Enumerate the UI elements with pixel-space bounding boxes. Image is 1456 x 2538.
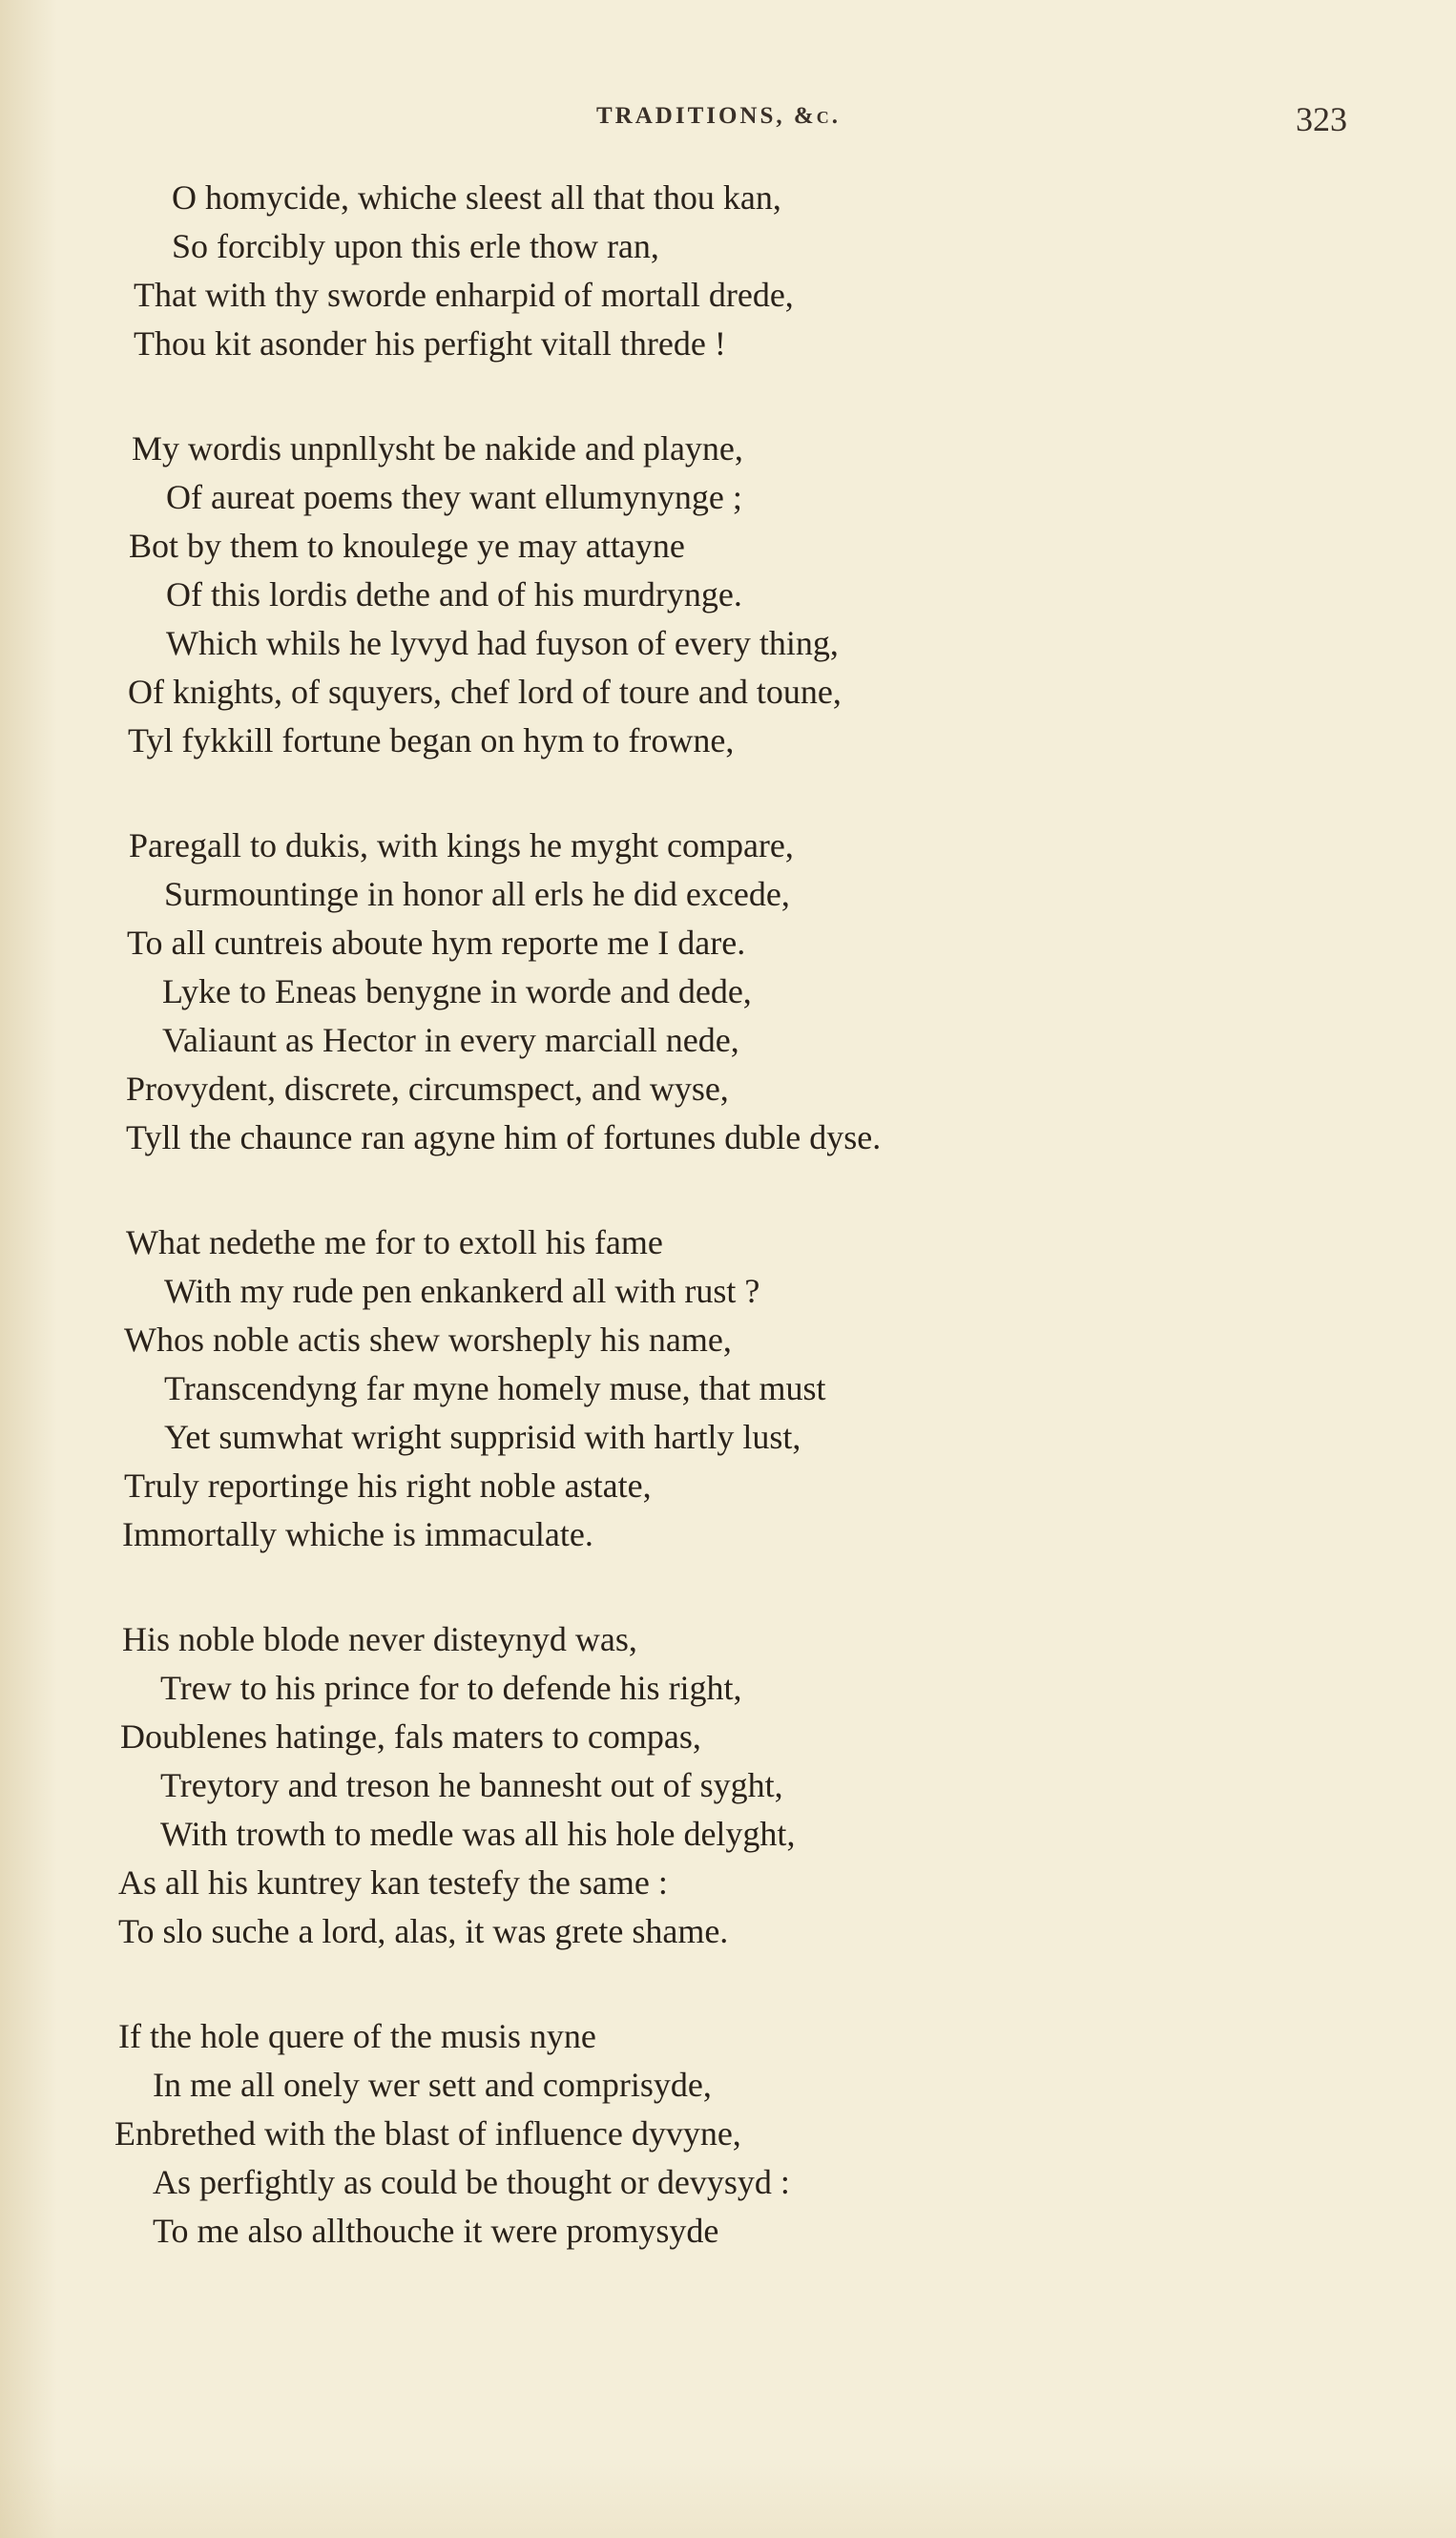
verse-line: Enbrethed with the blast of influence dyvyne,	[114, 2114, 741, 2153]
verse-line: To slo suche a lord, alas, it was grete shame.	[118, 1912, 729, 1950]
verse-line: As all his kuntrey kan testefy the same :	[118, 1863, 668, 1902]
verse-line: Which whils he lyvyd had fuyson of every thing,	[166, 624, 839, 662]
verse-line: In me all onely wer sett and comprisyde,	[153, 2066, 712, 2104]
verse-line: His noble blode never disteynyd was,	[122, 1620, 637, 1658]
verse-line: To me also allthouche it were promysyde	[153, 2212, 719, 2250]
verse-line: Of aureat poems they want ellumynynge ;	[166, 478, 742, 516]
verse-line: As perfightly as could be thought or devysyd :	[153, 2163, 790, 2201]
verse-line: Whos noble actis shew worsheply his name,	[124, 1321, 732, 1359]
verse-line: With my rude pen enkankerd all with rust ?	[164, 1272, 760, 1310]
verse-line: So forcibly upon this erle thow ran,	[172, 227, 659, 265]
running-head	[0, 99, 1456, 137]
verse-line: Lyke to Eneas benygne in worde and dede,	[162, 972, 752, 1010]
verse-line: Provydent, discrete, circumspect, and wyse,	[126, 1070, 729, 1108]
verse-line: If the hole quere of the musis nyne	[118, 2017, 596, 2055]
verse-line: Doublenes hatinge, fals maters to compas,	[120, 1717, 701, 1756]
verse-line: Immortally whiche is immaculate.	[122, 1515, 593, 1553]
verse-line: Bot by them to knoulege ye may attayne	[129, 527, 685, 565]
verse-line: O homycide, whiche sleest all that thou kan,	[172, 178, 781, 217]
verse-line: To all cuntreis aboute hym reporte me I dare.	[127, 924, 746, 962]
verse-line: Truly reportinge his right noble astate,	[124, 1467, 652, 1505]
verse-line: What nedethe me for to extoll his fame	[126, 1223, 663, 1261]
verse-line: Tyll the chaunce ran agyne him of fortunes duble dyse.	[126, 1118, 882, 1156]
verse-line: Yet sumwhat wright supprisid with hartly lust,	[164, 1418, 801, 1456]
page-number: 323	[1296, 100, 1347, 138]
verse-line: With trowth to medle was all his hole delyght,	[160, 1815, 796, 1853]
stanza-5	[0, 1615, 1456, 1956]
stanza-2	[0, 425, 1456, 765]
running-title: TRADITIONS, &c.	[596, 103, 841, 129]
verse-line: Trew to his prince for to defende his right,	[160, 1669, 742, 1707]
poem-body	[0, 174, 1456, 2312]
stanza-1	[0, 174, 1456, 368]
verse-line: Surmountinge in honor all erls he did excede,	[164, 875, 790, 913]
verse-line: That with thy sworde enharpid of mortall drede,	[134, 276, 794, 314]
verse-line: Thou kit asonder his perfight vitall threde !	[134, 324, 726, 363]
verse-line: Tyl fykkill fortune began on hym to frowne,	[128, 721, 735, 759]
verse-line: Of this lordis dethe and of his murdrynge.	[166, 575, 742, 614]
stanza-4	[0, 1218, 1456, 1559]
verse-line: Of knights, of squyers, chef lord of toure and toune,	[128, 673, 842, 711]
stanza-3	[0, 822, 1456, 1162]
verse-line: Paregall to dukis, with kings he myght compare,	[129, 826, 794, 864]
verse-line: Transcendyng far myne homely muse, that must	[164, 1369, 826, 1407]
verse-line: My wordis unpnllysht be nakide and playne,	[132, 429, 743, 468]
stanza-6	[0, 2012, 1456, 2256]
verse-line: Valiaunt as Hector in every marciall nede,	[162, 1021, 739, 1059]
verse-line: Treytory and treson he bannesht out of syght,	[160, 1766, 783, 1804]
